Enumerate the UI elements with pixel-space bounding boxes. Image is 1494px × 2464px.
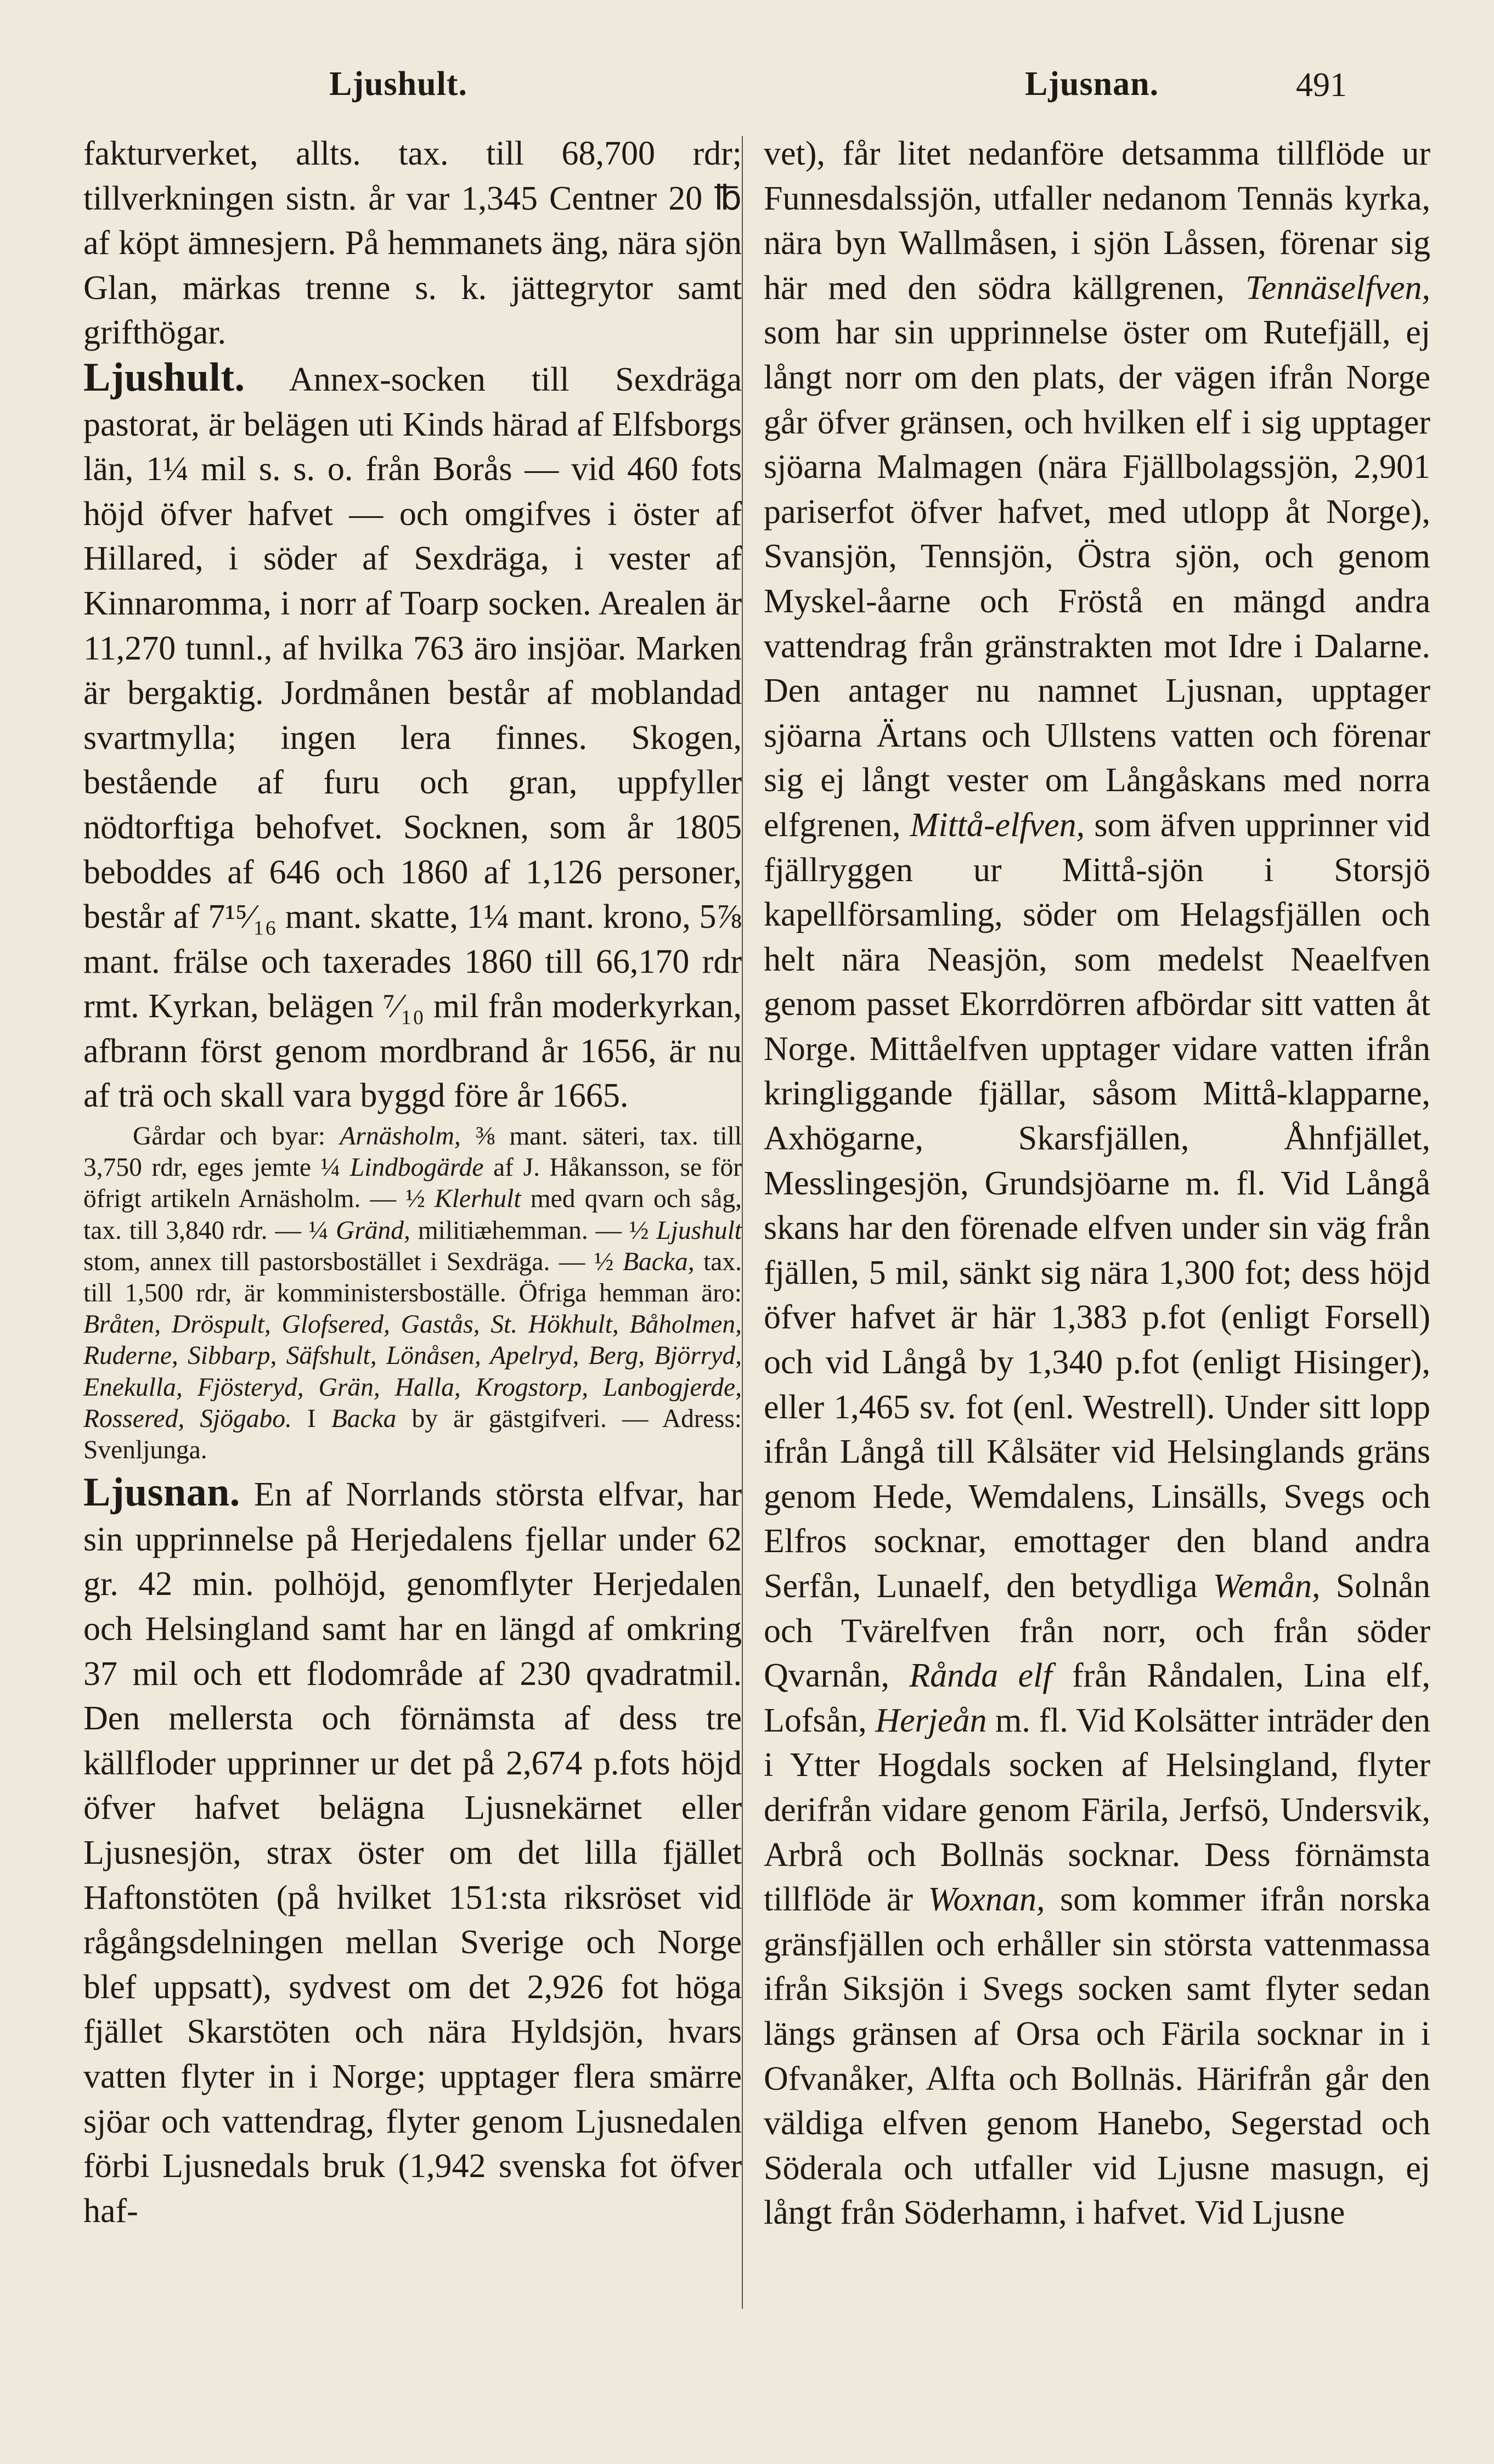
paragraph-ljusnan-continued <box>764 132 1430 2236</box>
body-text: som äfven upprinner vid fjällryggen ur Mittå-sjön i Storsjö kapellförsamling, söder om Helagsfjällen och helt nära Neasjön, som medelst Neaelfven genom passet Ekorrdörren afbördar sitt vatten åt Norge. Mittåelfven upptager vidare vatten ifrån kringliggande fjällar, såsom Mittå-klapparne, Axhögarne, Skarsfjällen, Åhnfjället, Messlingesjön, Grundsjöarne m. fl. Vid Långå skans har den förenade elfven under sin väg från fjällen, 5 mil, sänkt sig nära 1,300 fot; dess höjd öfver hafvet är här 1,383 p.fot (enligt Forsell) och vid Långå by 1,340 p.fot (enligt Hisinger), eller 1,465 sv. fot (enl. Westrell). Under sitt lopp ifrån Långå till Kålsäter vid Helsinglands gräns genom Hede, Wemdalens, Linsälls, Svegs och Elfros socknar, emottager den bland andra Serfån, Lunaelf, den betydliga <box>764 806 1430 1605</box>
note-italic: Lindbogärde <box>349 1153 484 1182</box>
note-text: af J. Håkansson, se för öfrigt artikeln Arnäsholm. — ½ <box>83 1153 742 1214</box>
note-italic: Gränd, <box>336 1216 410 1245</box>
page-number: 491 <box>1296 66 1347 104</box>
note-text: stom, annex till pastorsbostället i Sexdräga. — ½ <box>83 1247 614 1276</box>
entry-text-ljusnan: En af Norrlands största elfvar, har sin upprinnelse på Herjedalens fjellar under 62 gr. 42 min. polhöjd, genomflyter Herjedalen och Helsingland samt har en längd af omkring 37 mil och ett flodområde af 230 qvadratmil. Den mellersta och förnämsta af dess tre källfloder upprinner ur det på 2,674 p.fots höjd öfver hafvet belägna Ljusnekärnet eller Ljusnesjön, strax öster om det lilla fjället Haftonstöten (på hvilket 151:sta riksröset vid rågångsdelningen mellan Sverige och Norge blef uppsatt), sydvest om det 2,926 fot höga fjället Skarstöten och nära Hyldsjön, hvars vatten flyter in i Norge; upptager flera smärre sjöar och vattendrag, flyter genom Ljusnedalen förbi Ljusnedals bruk (1,942 svenska fot öfver haf- <box>83 1476 742 2230</box>
body-text: m. fl. Vid Kolsätter inträder den i Ytter Hogdals socken af Helsingland, flyter derifrån vidare genom Färila, Jerfsö, Undersvik, Arbrå och Bollnäs socknar. Dess förnämsta tillflöde är <box>764 1701 1431 1919</box>
entry-heading-ljushult: Ljushult. <box>83 354 245 400</box>
running-header-right: Ljusnan. <box>1025 65 1159 103</box>
note-italic: Backa, <box>623 1247 695 1276</box>
left-column <box>83 132 742 2234</box>
body-italic: Tennäselfven, <box>1245 269 1430 307</box>
note-italic: Ljushult <box>656 1216 742 1245</box>
body-italic: Woxnan, <box>928 1881 1045 1919</box>
body-italic: Mittå-elfven, <box>910 806 1085 844</box>
note-text: by är gästgifveri. — Adress: Svenljunga. <box>83 1404 742 1465</box>
note-text: I <box>307 1404 316 1433</box>
body-text: från Råndalen, Lina elf, Lofsån, <box>764 1657 1431 1739</box>
note-italic: Arnäsholm, <box>340 1122 461 1151</box>
body-italic: Wemån, <box>1213 1568 1321 1605</box>
note-italic: Backa <box>331 1404 397 1433</box>
column-divider <box>742 136 743 2309</box>
note-text: Gårdar och byar: <box>133 1122 325 1151</box>
entry-ljusnan <box>83 1470 742 2234</box>
entry-text-ljushult: Annex-socken till Sexdräga pastorat, är belägen uti Kinds härad af Elfsborgs län, 1¼ mil s. s. o. från Borås — vid 460 fots höjd öfver hafvet — och omgifves i öster af Hillared, i söder af Sexdräga, i vester af Kinnaromma, i norr af Toarp socken. Arealen är 11,270 tunnl., af hvilka 763 äro insjöar. Marken är bergaktig. Jordmånen består af moblandad svartmylla; ingen lera finnes. Skogen, bestående af furu och gran, uppfyller nödtorftiga behofvet. Socknen, som år 1805 beboddes af 646 och 1860 af 1,126 personer, består af 7¹⁵⁄₁₆ mant. skatte, 1¼ mant. krono, 5⅞ mant. frälse och taxerades 1860 till 66,170 rdr rmt. Kyrkan, belägen ⁷⁄₁₀ mil från moderkyrkan, afbrann först genom mordbrand år 1656, är nu af trä och skall vara byggd före år 1665. <box>83 360 742 1115</box>
body-text: som kommer ifrån norska gränsfjällen och erhåller sin största vattenmassa ifrån Siksjön i Svegs socken samt flyter sedan längs gränsen af Orsa och Färila socknar in i Ofvanåker, Alfta och Bollnäs. Härifrån går den väldiga elfven genom Hanebo, Segerstad och Söderala och utfaller vid Ljusne masugn, ej långt från Söderhamn, i hafvet. Vid Ljusne <box>764 1881 1430 2232</box>
body-italic: Herjeån <box>875 1701 987 1739</box>
body-italic: Rånda elf <box>909 1657 1052 1695</box>
body-text: Solnån och Tvärelfven från norr, och från söder Qvarnån, <box>764 1568 1431 1695</box>
note-text: ⅜ mant. säteri, tax. till 3,750 rdr, eges jemte ¼ <box>83 1122 742 1182</box>
body-text: som har sin upprinnelse öster om Rutefjäll, ej långt norr om den plats, der vägen ifrån Norge går öfver gränsen, och hvilken elf i sig upptager sjöarna Malmagen (nära Fjällbolagssjön, 2,901 pariserfot öfver hafvet, med utlopp åt Norge), Svansjön, Tennsjön, Östra sjön, och genom Myskel-åarne och Fröstå en mängd andra vattendrag från gränstrakten mot Idre i Dalarne. Den antager nu namnet Ljusnan, upptager sjöarna Ärtans och Ullstens vatten och förenar sig ej långt vester om Långåskans med norra elfgrenen, <box>764 314 1430 844</box>
note-italic: Bråten, Dröspult, Glofsered, Gastås, St. Hökhult, Båholmen, Ruderne, Sibbarp, Säfshult, Lönåsen, Apelryd, Berg, Björryd, Enekulla, Fjösteryd, Grän, Halla, Krogstorp, Lanbogjerde, Rossered, Sjögabo. <box>83 1310 742 1433</box>
running-header-left: Ljushult. <box>329 65 467 103</box>
note-italic: Klerhult <box>435 1185 521 1214</box>
paragraph-fakturverket: fakturverket, allts. tax. till 68,700 rdr; tillverkningen sistn. år var 1,345 Centner 20 ℔ af köpt ämnesjern. På hemmanets äng, nära sjön Glan, märkas trenne s. k. jättegrytor samt grifthögar. <box>83 135 742 352</box>
entry-heading-ljusnan: Ljusnan. <box>83 1470 240 1515</box>
note-text: militiæhemman. — ½ <box>418 1216 649 1245</box>
farms-note <box>83 1121 742 1466</box>
entry-ljushult <box>83 356 742 1119</box>
note-text: tax. till 1,500 rdr, är komministersboställe. Öfriga hemman äro: <box>83 1247 742 1308</box>
right-column <box>764 132 1430 2236</box>
note-text: med qvarn och såg, tax. till 3,840 rdr. — ¼ <box>83 1185 742 1245</box>
body-text: vet), får litet nedanföre detsamma tillflöde ur Funnesdalssjön, utfaller nedanom Tennäs kyrka, nära byn Wallmåsen, i sjön Låssen, förenar sig här med den södra källgrenen, <box>764 135 1430 307</box>
